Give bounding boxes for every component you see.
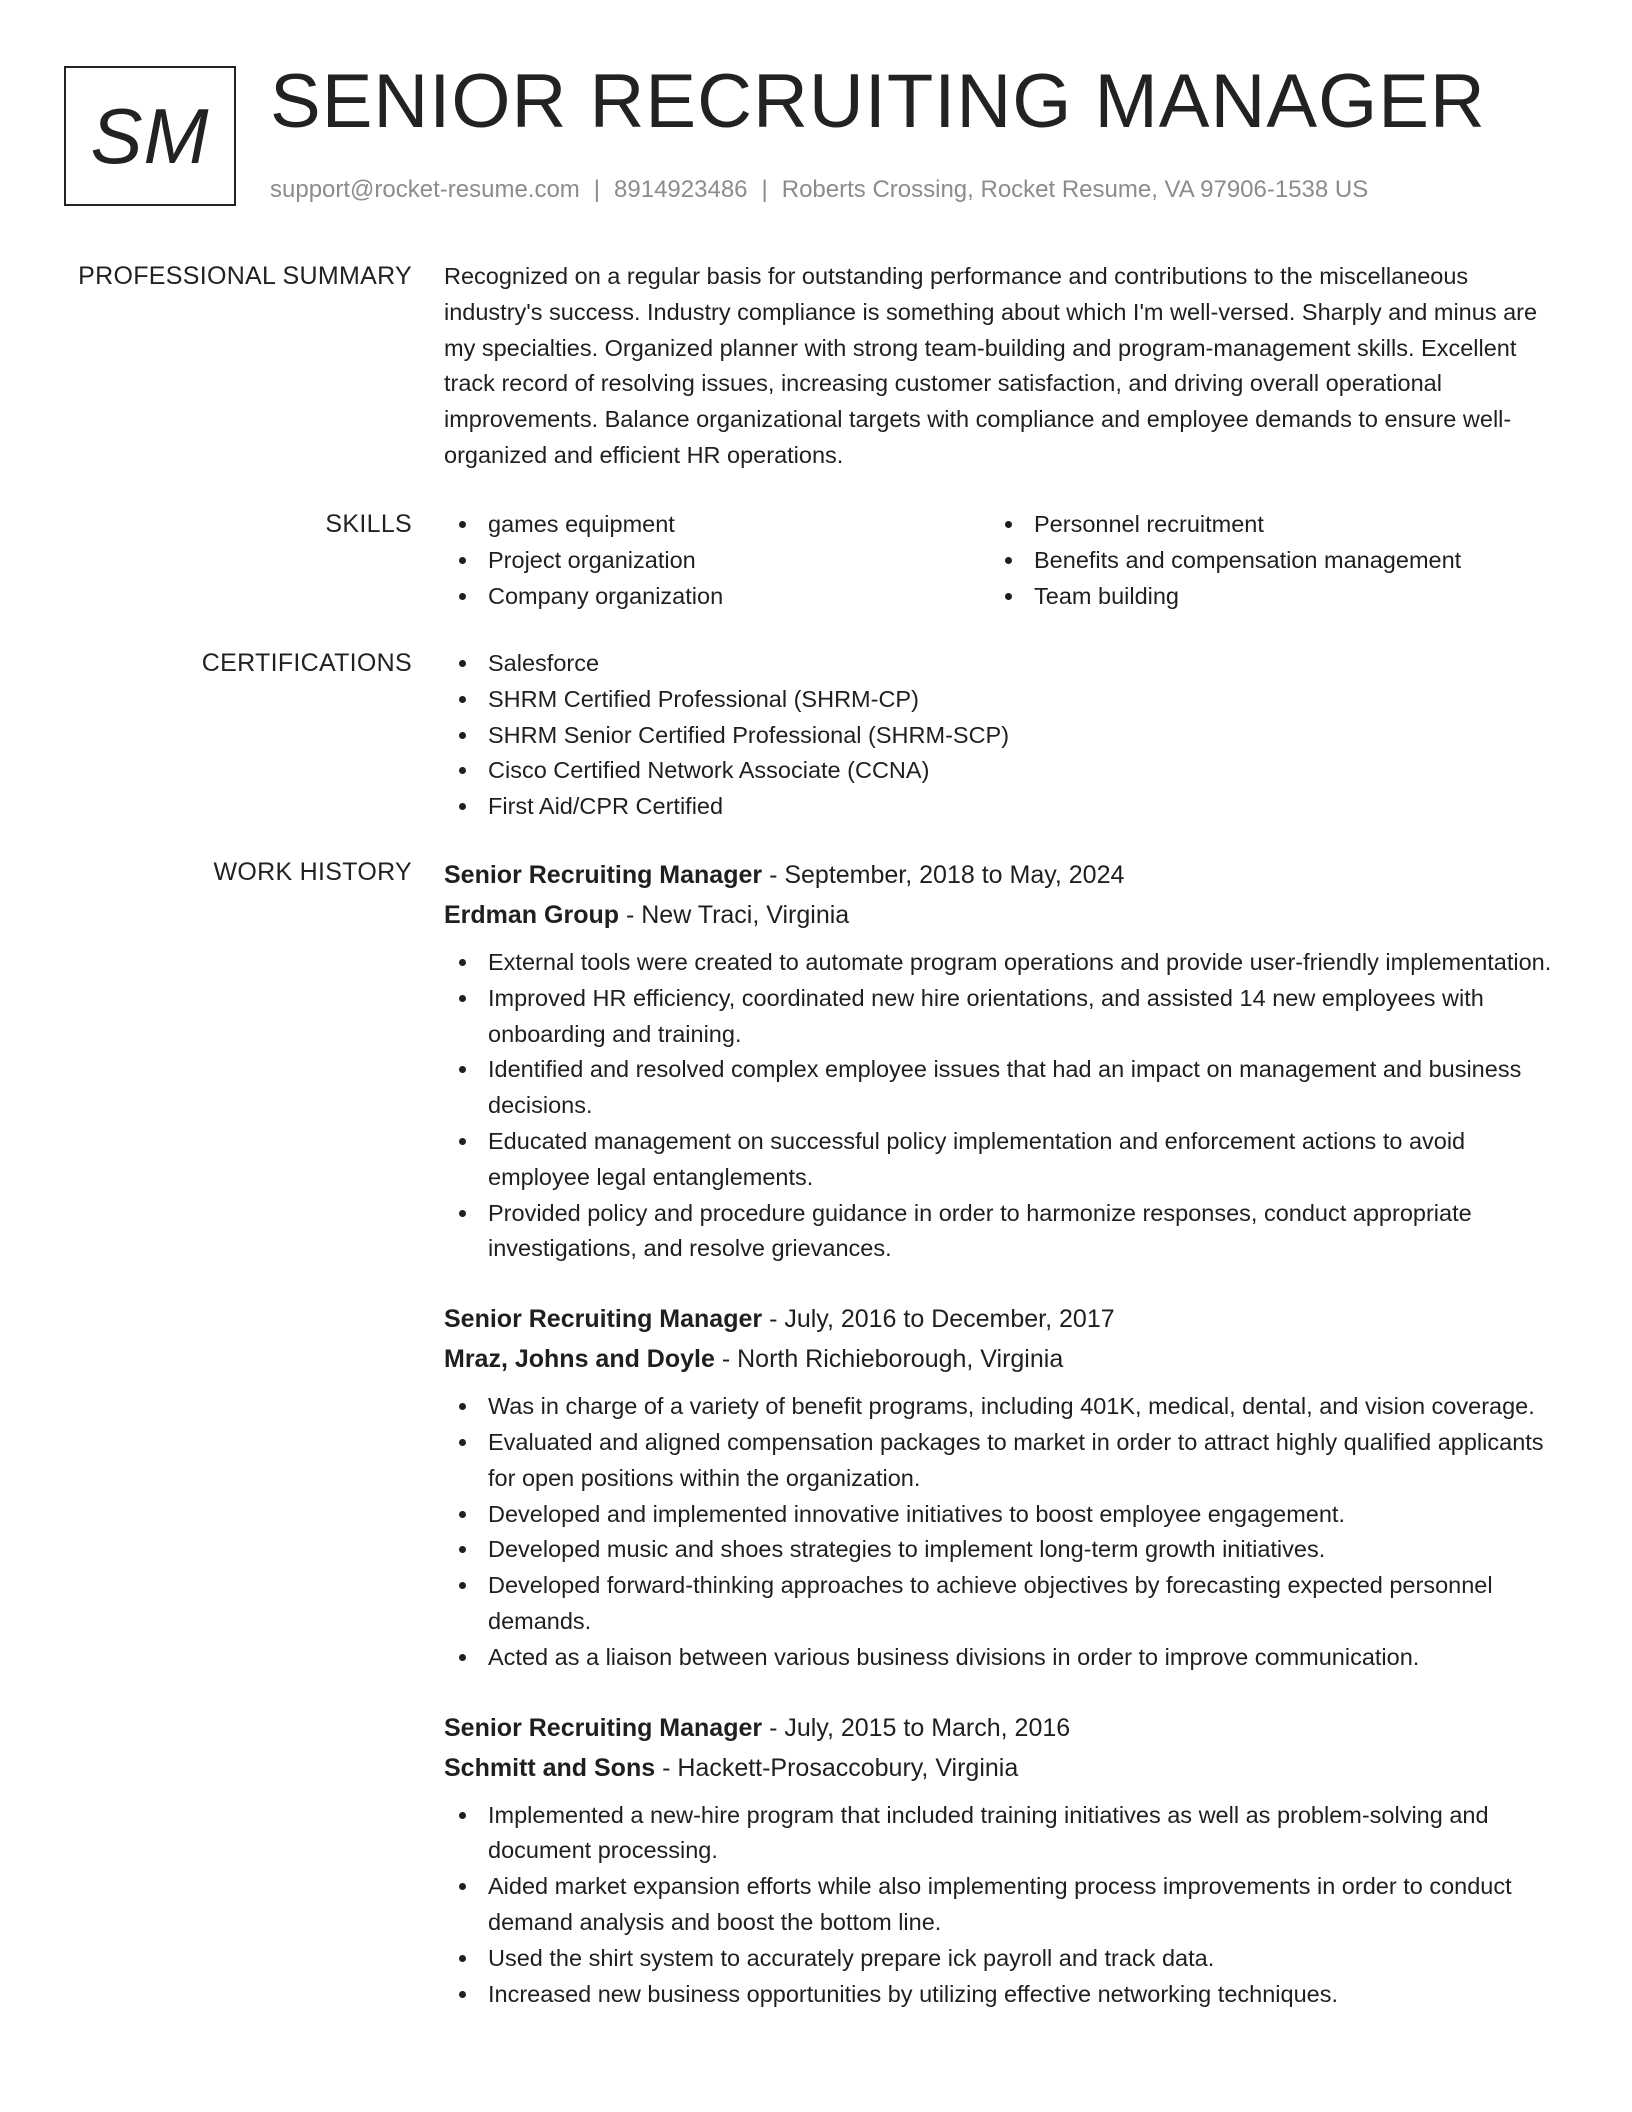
- job-title: Senior Recruiting Manager: [444, 861, 763, 889]
- list-item: Acted as a liaison between various business divisions in order to improve communication.: [444, 1640, 1556, 1676]
- job-company: Mraz, Johns and Doyle: [444, 1345, 715, 1374]
- certifications-list: [444, 646, 1556, 825]
- job-bullets: [444, 1389, 1556, 1675]
- section-label-work-history: WORK HISTORY: [213, 858, 412, 886]
- list-item: SHRM Senior Certified Professional (SHRM-SCP): [444, 718, 1556, 754]
- list-item: Used the shirt system to accurately prepare ick payroll and track data.: [444, 1941, 1556, 1977]
- job-company-line: [444, 1748, 1556, 1788]
- list-item: Salesforce: [444, 646, 1556, 682]
- list-item: External tools were created to automate program operations and provide user-friendly implementation.: [444, 945, 1556, 981]
- skills-list-left: [444, 507, 990, 614]
- list-item: Benefits and compensation management: [990, 543, 1536, 579]
- job-title-line: [444, 1299, 1556, 1339]
- list-item: Company organization: [444, 579, 990, 615]
- job-title-line: [444, 855, 1556, 895]
- job-dates: - July, 2016 to December, 2017: [762, 1305, 1115, 1334]
- contact-phone[interactable]: 8914923486: [614, 176, 748, 203]
- list-item: Educated management on successful policy implementation and enforcement actions to avoid employee legal entanglements.: [444, 1124, 1556, 1196]
- list-item: Personnel recruitment: [990, 507, 1536, 543]
- contact-line: [270, 174, 1368, 206]
- page-title: SENIOR RECRUITING MANAGER: [270, 59, 1486, 144]
- job-company-line: [444, 895, 1556, 935]
- summary-text: Recognized on a regular basis for outstanding performance and contributions to the miscellaneous industry's success. Industry compliance is something about which I'm well-versed. Sharply and minus are my specialties. Organized planner with strong team-building and program-management skills. Excellent track record of resolving issues, increasing customer satisfaction, and driving overall operational improvements. Balance organizational targets with compliance and employee demands to ensure well-organized and efficient HR operations.: [444, 263, 1538, 468]
- job-company: Erdman Group: [444, 901, 620, 929]
- job-location: - Hackett-Prosaccobury, Virginia: [655, 1753, 1019, 1782]
- job-title: Senior Recruiting Manager: [444, 1713, 763, 1742]
- contact-email[interactable]: support@rocket-resume.com: [270, 176, 580, 203]
- summary-body: [444, 259, 1556, 474]
- job-location: - North Richieborough, Virginia: [714, 1345, 1064, 1374]
- job-bullets: [444, 945, 1556, 1267]
- list-item: Team building: [990, 579, 1536, 615]
- section-label-summary: PROFESSIONAL SUMMARY: [78, 262, 412, 290]
- list-item: Was in charge of a variety of benefit programs, including 401K, medical, dental, and vision coverage.: [444, 1389, 1556, 1425]
- certifications-body: [444, 646, 1556, 825]
- list-item: SHRM Certified Professional (SHRM-CP): [444, 682, 1556, 718]
- contact-separator: |: [761, 176, 768, 203]
- list-item: Aided market expansion efforts while also implementing process improvements in order to conduct demand analysis and boost the bottom line.: [444, 1869, 1556, 1941]
- job-dates: - July, 2015 to March, 2016: [762, 1713, 1071, 1742]
- job-title-line: [444, 1708, 1556, 1748]
- list-item: Evaluated and aligned compensation packages to market in order to attract highly qualified applicants for open positions within the organization.: [444, 1425, 1556, 1497]
- list-item: Improved HR efficiency, coordinated new hire orientations, and assisted 14 new employees with onboarding and training.: [444, 981, 1556, 1053]
- job-dates: - September, 2018 to May, 2024: [762, 861, 1125, 889]
- list-item: Identified and resolved complex employee issues that had an impact on management and business decisions.: [444, 1052, 1556, 1124]
- job-entry: [444, 855, 1556, 1267]
- list-item: Implemented a new-hire program that included training initiatives as well as problem-solving and document processing.: [444, 1798, 1556, 1870]
- list-item: Developed and implemented innovative initiatives to boost employee engagement.: [444, 1497, 1556, 1533]
- list-item: Cisco Certified Network Associate (CCNA): [444, 753, 1556, 789]
- job-title: Senior Recruiting Manager: [444, 1305, 763, 1334]
- skills-body: [444, 507, 1556, 614]
- section-label-skills: SKILLS: [325, 510, 412, 538]
- list-item: Project organization: [444, 543, 990, 579]
- list-item: Increased new business opportunities by utilizing effective networking techniques.: [444, 1977, 1556, 2013]
- section-label-certifications: CERTIFICATIONS: [201, 649, 412, 677]
- monogram-logo: SM: [64, 66, 236, 206]
- job-location: - New Traci, Virginia: [619, 901, 850, 929]
- job-bullets: [444, 1798, 1556, 2013]
- list-item: Provided policy and procedure guidance in order to harmonize responses, conduct appropriate investigations, and resolve grievances.: [444, 1196, 1556, 1268]
- job-company: Schmitt and Sons: [444, 1753, 656, 1782]
- skills-list-right: [990, 507, 1536, 614]
- work-history-body: [444, 855, 1556, 2044]
- contact-separator: |: [593, 176, 601, 203]
- job-entry: [444, 1299, 1556, 1675]
- list-item: First Aid/CPR Certified: [444, 789, 1556, 825]
- list-item: Developed music and shoes strategies to implement long-term growth initiatives.: [444, 1532, 1556, 1568]
- list-item: games equipment: [444, 507, 990, 543]
- job-entry: [444, 1708, 1556, 2013]
- list-item: Developed forward-thinking approaches to achieve objectives by forecasting expected personnel demands.: [444, 1568, 1556, 1640]
- job-company-line: [444, 1339, 1556, 1379]
- contact-address: Roberts Crossing, Rocket Resume, VA 97906-1538 US: [781, 176, 1369, 203]
